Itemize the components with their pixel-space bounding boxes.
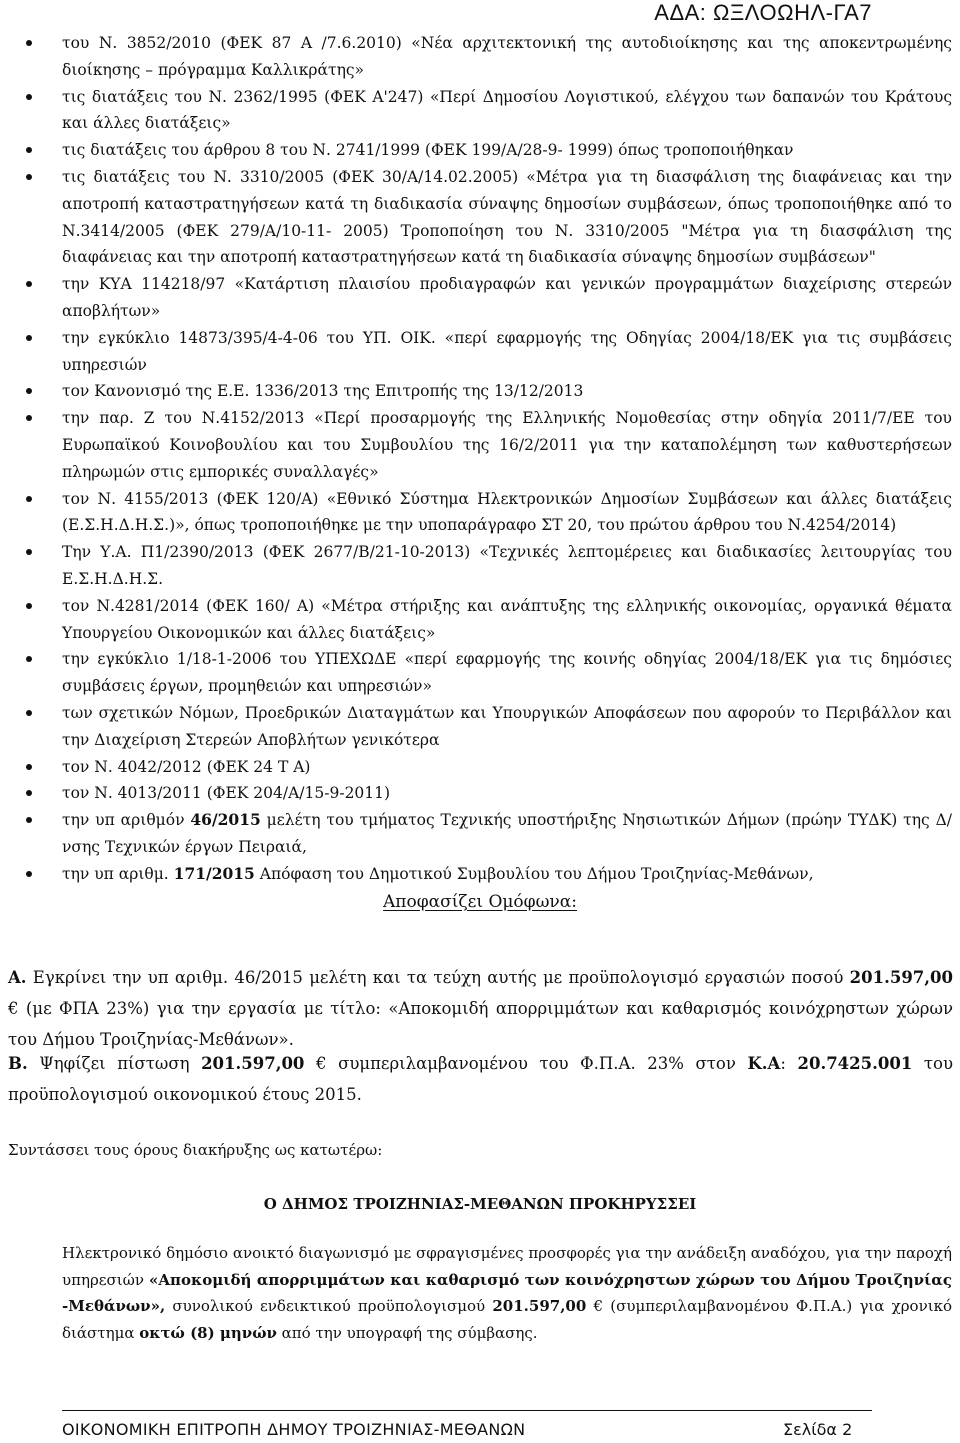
bullet-icon — [26, 147, 32, 153]
list-item-text: τις διατάξεις του άρθρου 8 του Ν. 2741/1999 (ΦΕΚ 199/Α/28-9- 1999) όπως τροποποιήθηκαν — [62, 141, 794, 160]
list-item-text: τον Ν. 4155/2013 (ΦΕΚ 120/Α) «Εθνικό Σύστημα Ηλεκτρονικών Δημοσίων Συμβάσεων και άλλες διατάξεις (Ε.Σ.Η.Δ.Η.Σ.)», όπως τροποποιήθηκε με την υποπαράγραφο ΣΤ 20, του πρώτου άρθρου του Ν.4254/2014) — [62, 489, 952, 535]
decision-b-text: Ψηφίζει πίστωση — [27, 1054, 202, 1073]
decision-b — [8, 1048, 953, 1110]
proclamation-title: Ο ΔΗΜΟΣ ΤΡΟΙΖΗΝΙΑΣ-ΜΕΘΑΝΩΝ ΠΡΟΚΗΡΥΣΣΕΙ — [263, 1195, 697, 1213]
list-item — [0, 780, 960, 807]
list-item — [0, 405, 960, 485]
service-title: «Αποκομιδή απορριμμάτων και καθαρισμό των κοινόχρηστων χώρων του Δήμου Τροιζηνίας -Μεθάνων», — [62, 1270, 952, 1316]
list-item-text: την εγκύκλιο 1/18-1-2006 του ΥΠΕΧΩΔΕ «περί εφαρμογής της κοινής οδηγίας 2004/18/ΕΚ για τις δημόσιες συμβάσεις έργων, προμηθειών και υπηρεσιών» — [62, 650, 952, 696]
bullet-icon — [26, 40, 32, 46]
list-item — [0, 754, 960, 781]
decision-a — [8, 962, 953, 1055]
decision-number: 171/2015 — [173, 863, 255, 883]
footer-divider — [62, 1410, 872, 1411]
decision-a-text: Εγκρίνει την υπ αριθμ. 46/2015 μελέτη και τα τεύχη αυτής με προϋπολογισμό εργασιών ποσού — [26, 968, 850, 987]
list-item — [0, 700, 960, 754]
euro-icon: € — [593, 1297, 604, 1316]
euro-icon: € — [316, 1054, 327, 1073]
list-item — [0, 271, 960, 325]
intro-text: Συντάσσει τους όρους διακήρυξης ως κατωτέρω: — [8, 1141, 383, 1159]
ada-code: ΑΔΑ: ΩΞΛΟΩΗΛ-ΓΑ7 — [654, 0, 872, 25]
list-item — [0, 593, 960, 647]
bullet-icon — [26, 335, 32, 341]
list-item-text: την υπ αριθμόν — [62, 811, 191, 830]
euro-icon: € — [8, 999, 19, 1018]
list-item — [0, 30, 960, 84]
ka-code: 20.7425.001 — [797, 1054, 913, 1073]
body-text-2: συνολικού ενδεικτικού προϋπολογισμού — [165, 1297, 493, 1316]
bullet-icon — [26, 496, 32, 502]
legal-basis-list — [0, 30, 960, 888]
decision-a-amount: 201.597,00 — [849, 968, 953, 987]
decision-b-label: Β. — [8, 1054, 28, 1073]
bullet-icon — [26, 656, 32, 662]
list-item-text: την υπ αριθμ. — [62, 864, 174, 883]
list-item-text: μελέτη του τμήματος Τεχνικής υποστήριξης Νησιωτικών Δήμων (πρώην ΤΥΔΚ) της Δ/νσης Τεχνικών έργων Πειραιά, — [62, 811, 952, 856]
list-item-text: τον Ν.4281/2014 (ΦΕΚ 160/ Α) «Μέτρα στήριξης και ανάπτυξης της ελληνικής οικονομίας, οργανικά θέματα Υπουργείου Οικονομικών και άλλες διατάξεις» — [62, 596, 952, 642]
bullet-icon — [26, 281, 32, 287]
list-item — [0, 539, 960, 593]
body-text-4: από την υπογραφή της σύμβασης. — [276, 1323, 538, 1342]
page-number: Σελίδα 2 — [783, 1420, 853, 1439]
list-item — [0, 137, 960, 164]
list-item — [0, 807, 960, 861]
bullet-icon — [26, 710, 32, 716]
list-item-text: τις διατάξεις του Ν. 3310/2005 (ΦΕΚ 30/Α/14.02.2005) «Μέτρα για τη διασφάλιση της διαφάνειας και την αποτροπή καταστρατηγήσεων κατά τη διαδικασία σύναψης δημοσίων συμβάσεων, όπως τροποποιήθηκε από το Ν.3414/2005 (ΦΕΚ 279/Α/10-11- 2005) Τροποποίηση του Ν. 3310/2005 "Μέτρα για τη διασφάλιση της διαφάνειας και την αποτροπή καταστρατηγήσεων κατά τη διαδικασία σύναψης δημοσίων συμβάσεων" — [62, 167, 952, 267]
decision-b-text-2: συμπεριλαμβανομένου του Φ.Π.Α. 23% στον — [326, 1054, 748, 1073]
list-item — [0, 486, 960, 540]
body-text-3: (συμπεριλαμβανομένου Φ.Π.Α.) για χρονικό διάστημα — [62, 1297, 952, 1342]
ka-label: Κ.Α — [747, 1054, 781, 1073]
body-text: Ηλεκτρονικό δημόσιο ανοικτό διαγωνισμό με σφραγισμένες προσφορές για την ανάδειξη αναδόχου, για την παροχή υπηρεσιών — [62, 1244, 952, 1289]
budget-amount: 201.597,00 — [492, 1297, 587, 1316]
list-item-text: την παρ. Ζ του Ν.4152/2013 «Περί προσαρμογής της Ελληνικής Νομοθεσίας στην οδηγία 2011/7/ΕΕ του Ευρωπαϊκού Κοινοβουλίου και του Συμβουλίου της 16/2/2011 για την καταπολέμηση των καθυστερήσεων πληρωμών στις εμπορικές συναλλαγές» — [62, 409, 952, 481]
list-item-text: των σχετικών Νόμων, Προεδρικών Διαταγμάτων και Υπουργικών Αποφάσεων που αφορούν το Περιβάλλον και την Διαχείριση Στερεών Αποβλήτων γενικότερα — [62, 703, 952, 749]
bullet-icon — [26, 871, 32, 877]
bullet-icon — [26, 790, 32, 796]
bullet-icon — [26, 388, 32, 394]
list-item-text: τις διατάξεις του Ν. 2362/1995 (ΦΕΚ Α'247) «Περί Δημοσίου Λογιστικού, ελέγχου των δαπανών του Κράτους και άλλες διατάξεις» — [62, 87, 952, 133]
list-item-text: την εγκύκλιο 14873/395/4-4-06 του ΥΠ. ΟΙΚ. «περί εφαρμογής της Οδηγίας 2004/18/ΕΚ για τις συμβάσεις υπηρεσιών — [62, 328, 952, 374]
list-item-text: του Ν. 3852/2010 (ΦΕΚ 87 Α /7.6.2010) «Νέα αρχιτεκτονική της αυτοδιοίκησης και της αποκεντρωμένης διοίκησης – πρόγραμμα Καλλικράτης» — [62, 34, 952, 79]
proclamation-body — [62, 1240, 952, 1346]
list-item-text: Την Υ.Α. Π1/2390/2013 (ΦΕΚ 2677/Β/21-10-2013) «Τεχνικές λεπτομέρειες και διαδικασίες λειτουργίας του Ε.Σ.Η.Δ.Η.Σ. — [62, 543, 952, 588]
list-item-text: τον Κανονισμό της Ε.Ε. 1336/2013 της Επιτροπής της 13/12/2013 — [62, 382, 584, 401]
duration: οκτώ (8) μηνών — [139, 1323, 277, 1342]
list-item-text: την ΚΥΑ 114218/97 «Κατάρτιση πλαισίου προδιαγραφών και γενικών προγραμμάτων διαχείρισης στερεών αποβλήτων» — [62, 275, 952, 320]
decision-a-label: Α. — [8, 968, 27, 987]
bullet-icon — [26, 603, 32, 609]
bullet-icon — [26, 415, 32, 421]
bullet-icon — [26, 817, 32, 823]
list-item-text: τον Ν. 4042/2012 (ΦΕΚ 24 Τ Α) — [62, 757, 311, 776]
list-item — [0, 646, 960, 700]
decision-heading: Αποφασίζει Ομόφωνα: — [383, 892, 577, 912]
bullet-icon — [26, 764, 32, 770]
list-item — [0, 378, 960, 405]
decision-b-amount: 201.597,00 — [201, 1054, 305, 1073]
list-item-text: τον Ν. 4013/2011 (ΦΕΚ 204/Α/15-9-2011) — [62, 784, 391, 803]
bullet-icon — [26, 94, 32, 100]
bullet-icon — [26, 549, 32, 555]
list-item — [0, 325, 960, 379]
footer-committee: ΟΙΚΟΝΟΜΙΚΗ ΕΠΙΤΡΟΠΗ ΔΗΜΟΥ ΤΡΟΙΖΗΝΙΑΣ-ΜΕΘΑΝΩΝ — [62, 1420, 526, 1439]
decision-b-text-4: του προϋπολογισμού οικονομικού έτους 2015. — [8, 1054, 953, 1104]
bullet-icon — [26, 174, 32, 180]
list-item-text: Απόφαση του Δημοτικού Συμβουλίου του Δήμου Τροιζηνίας-Μεθάνων, — [254, 864, 814, 883]
decision-b-text-3: : — [780, 1054, 798, 1073]
decision-a-text-2: (με ΦΠΑ 23%) για την εργασία με τίτλο: «Αποκομιδή απορριμμάτων και καθαρισμός κοινόχρηστων χώρων του Δήμου Τροιζηνίας-Μεθάνων». — [8, 999, 953, 1049]
study-number: 46/2015 — [190, 810, 261, 830]
list-item — [0, 164, 960, 271]
list-item — [0, 861, 960, 888]
list-item — [0, 84, 960, 138]
